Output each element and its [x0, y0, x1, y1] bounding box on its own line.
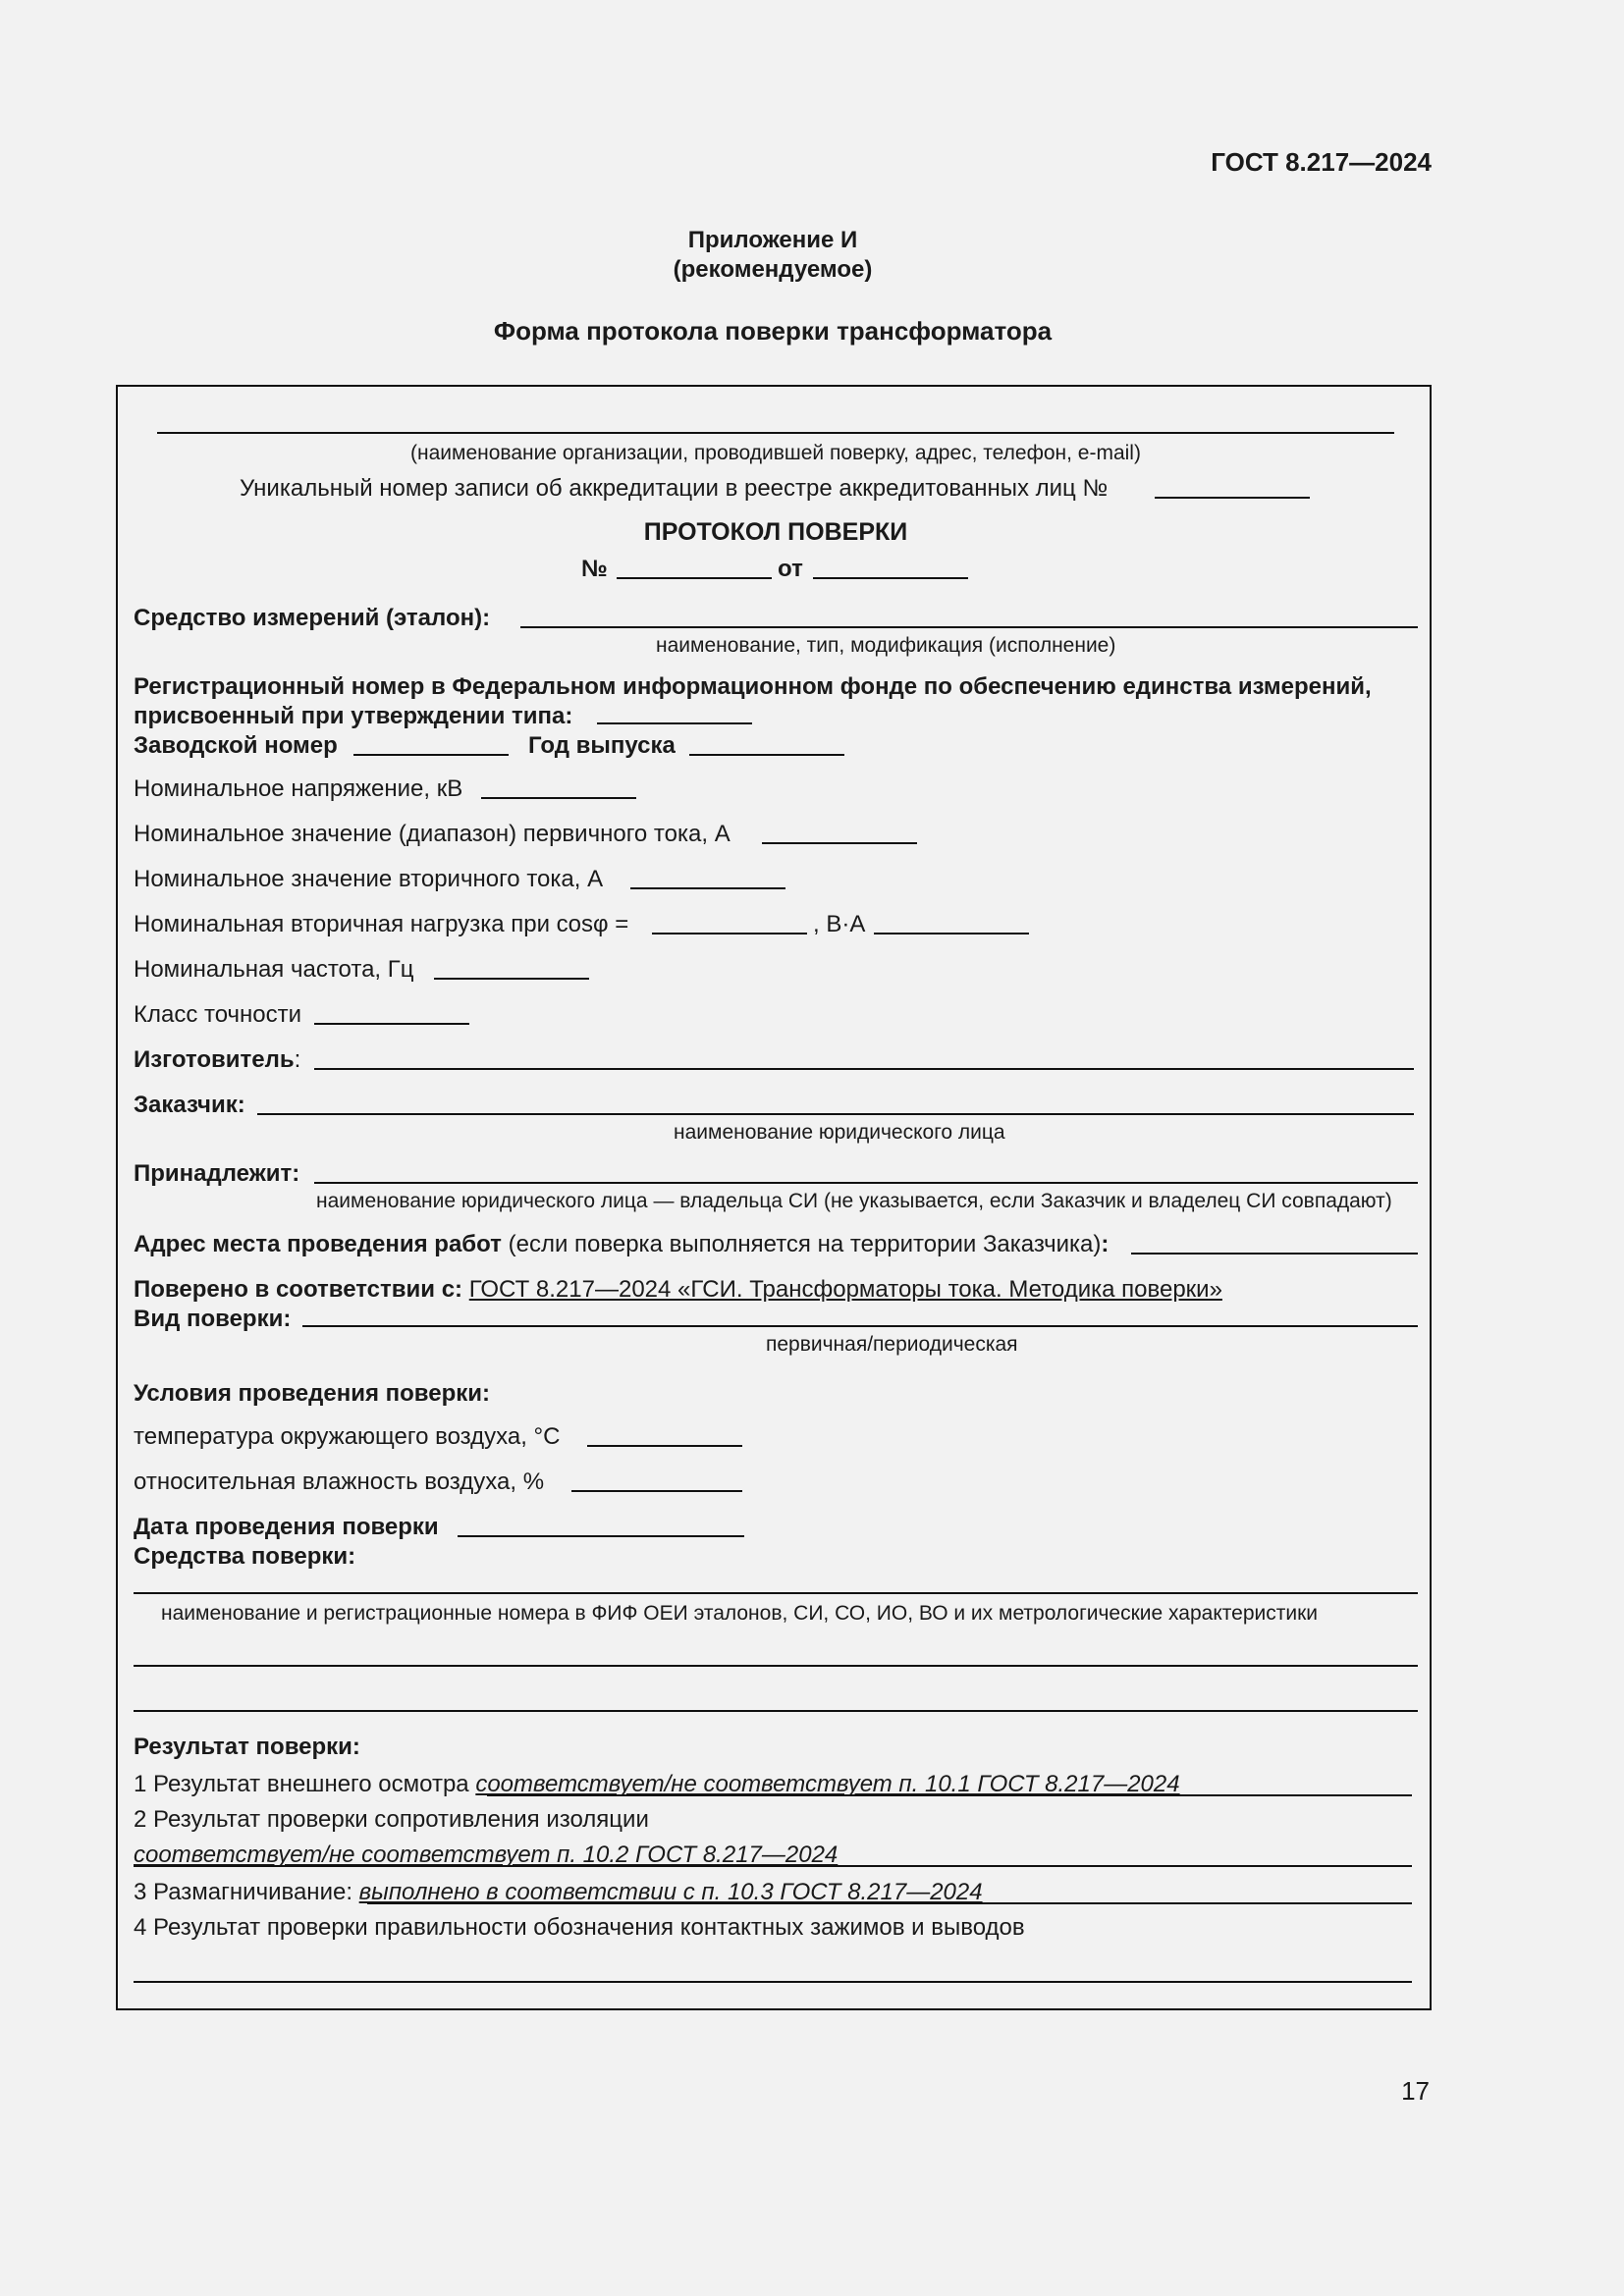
form-title: Форма протокола поверки трансформатора [493, 316, 1053, 346]
verification-means-field-1[interactable] [134, 1592, 1418, 1594]
verification-type-label: Вид поверки: [134, 1306, 292, 1332]
rated-frequency-label: Номинальная частота, Гц [134, 956, 414, 983]
verified-per-value: ГОСТ 8.217—2024 «ГСИ. Трансформаторы тока. Методика поверки» [468, 1276, 1222, 1303]
verification-means-field-3[interactable] [134, 1710, 1418, 1712]
manufacturer-label-text: Изготовитель [134, 1046, 295, 1073]
result-3-label: 3 Размагничивание: [134, 1879, 352, 1905]
result-3-value: выполнено в соответствии с п. 10.3 ГОСТ 8.217—2024 [358, 1879, 983, 1905]
secondary-current-label: Номинальное значение вторичного тока, А [134, 866, 604, 892]
work-address-field[interactable] [1131, 1253, 1418, 1255]
result-1-label: 1 Результат внешнего осмотра [134, 1771, 469, 1797]
instrument-field[interactable] [520, 626, 1418, 628]
owner-field[interactable] [314, 1182, 1418, 1184]
rated-voltage-label: Номинальное напряжение, кВ [134, 775, 463, 802]
registration-label-2: присвоенный при утверждении типа: [134, 703, 573, 729]
cos-phi-field[interactable] [652, 933, 807, 934]
manufacture-year-field[interactable] [689, 754, 844, 756]
registration-label-1: Регистрационный номер в Федеральном информационном фонде по обеспечению единства измерений, [134, 673, 1372, 700]
manufacturer-field[interactable] [314, 1068, 1414, 1070]
verification-type-caption: первичная/периодическая [766, 1333, 1018, 1356]
owner-label: Принадлежит: [134, 1160, 300, 1187]
annex-line: Приложение И [687, 227, 858, 253]
result-2-value: соответствует/не соответствует п. 10.2 ГОСТ 8.217—2024 [134, 1842, 839, 1868]
secondary-load-label: Номинальная вторичная нагрузка при cosφ = [134, 911, 629, 937]
result-2-label: 2 Результат проверки сопротивления изоляции [134, 1806, 649, 1833]
result-4-field[interactable] [134, 1981, 1412, 1983]
work-address-label-colon: : [1101, 1231, 1110, 1257]
protocol-number-field[interactable] [617, 577, 772, 579]
secondary-load-field[interactable] [874, 933, 1029, 934]
instrument-label: Средство измерений (эталон): [134, 605, 491, 631]
protocol-form-frame [116, 385, 1432, 2010]
accreditation-number-field[interactable] [1155, 497, 1310, 499]
conditions-label: Условия проведения поверки: [134, 1380, 490, 1407]
primary-current-field[interactable] [762, 842, 917, 844]
humidity-field[interactable] [571, 1490, 742, 1492]
protocol-title: ПРОТОКОЛ ПОВЕРКИ [643, 518, 908, 546]
rated-frequency-field[interactable] [434, 978, 589, 980]
instrument-caption: наименование, тип, модификация (исполнение) [656, 634, 1116, 657]
verification-date-label: Дата проведения поверки [134, 1514, 439, 1540]
temperature-field[interactable] [587, 1445, 742, 1447]
secondary-load-unit: , В·А [813, 911, 866, 937]
temperature-label: температура окружающего воздуха, °С [134, 1423, 561, 1450]
accreditation-label: Уникальный номер записи об аккредитации в реестре аккредитованных лиц № [240, 475, 1109, 502]
secondary-current-field[interactable] [630, 887, 785, 889]
result-1-value: соответствует/не соответствует п. 10.1 ГОСТ 8.217—2024 [475, 1771, 1180, 1797]
verification-type-field[interactable] [302, 1325, 1418, 1327]
verification-means-caption: наименование и регистрационные номера в ФИФ ОЕИ эталонов, СИ, СО, ИО, ВО и их метрологические характеристики [161, 1602, 1319, 1625]
accuracy-class-field[interactable] [314, 1023, 469, 1025]
result-label: Результат поверки: [134, 1734, 360, 1760]
rated-voltage-field[interactable] [481, 797, 636, 799]
customer-field[interactable] [257, 1113, 1414, 1115]
primary-current-label: Номинальное значение (диапазон) первичного тока, А [134, 821, 731, 847]
manufacturer-label-colon: : [294, 1046, 301, 1073]
org-caption: (наименование организации, проводившей поверку, адрес, телефон, e-mail) [410, 442, 1141, 464]
customer-label: Заказчик: [134, 1092, 245, 1118]
result-4-label: 4 Результат проверки правильности обозначения контактных зажимов и выводов [134, 1914, 1025, 1941]
work-address-label-note: (если поверка выполняется на территории Заказчика) [508, 1231, 1102, 1257]
annex-status: (рекомендуемое) [673, 256, 873, 283]
work-address-label [134, 1231, 1109, 1258]
serial-number-field[interactable] [353, 754, 509, 756]
result-1-field[interactable] [487, 1794, 1412, 1796]
verified-per-row [134, 1276, 1222, 1304]
result-3-field[interactable] [367, 1902, 1412, 1904]
org-field[interactable] [157, 432, 1394, 434]
manufacture-year-label: Год выпуска [528, 732, 676, 759]
result-2-field[interactable] [134, 1865, 1412, 1867]
registration-number-field[interactable] [597, 722, 752, 724]
document-code: ГОСТ 8.217—2024 [1211, 147, 1432, 177]
verified-per-label: Поверено в соответствии с: [134, 1276, 463, 1303]
humidity-label: относительная влажность воздуха, % [134, 1468, 545, 1495]
protocol-date-label: от [778, 556, 803, 582]
verification-means-field-2[interactable] [134, 1665, 1418, 1667]
page-number: 17 [1401, 2076, 1430, 2106]
work-address-label-bold: Адрес места проведения работ [134, 1231, 502, 1257]
protocol-date-field[interactable] [813, 577, 968, 579]
annex-title [0, 226, 1545, 285]
protocol-number-label: № [581, 556, 608, 582]
manufacturer-label [134, 1046, 300, 1074]
accuracy-class-label: Класс точности [134, 1001, 302, 1028]
owner-caption: наименование юридического лица — владельца СИ (не указывается, если Заказчик и владелец СИ совпадают) [316, 1190, 1392, 1212]
customer-caption: наименование юридического лица [674, 1121, 1005, 1144]
verification-date-field[interactable] [458, 1535, 744, 1537]
verification-means-label: Средства поверки: [134, 1543, 356, 1570]
serial-number-label: Заводской номер [134, 732, 338, 759]
